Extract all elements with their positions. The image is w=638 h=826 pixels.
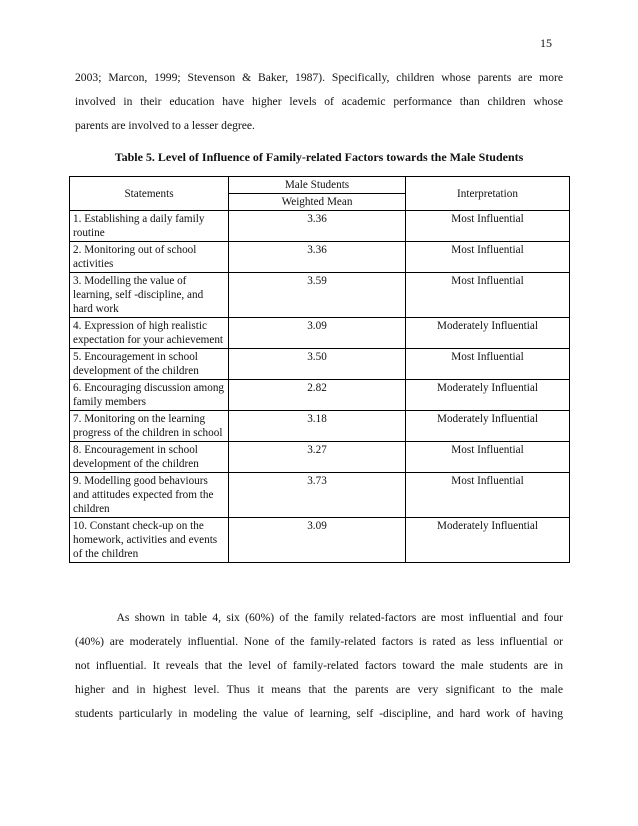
mean-cell: 3.59 bbox=[229, 273, 406, 318]
statement-cell: 4. Expression of high realistic expectation for your achievement bbox=[70, 318, 229, 349]
statement-cell: 5. Encouragement in school development of the children bbox=[70, 349, 229, 380]
conclusion-line: students particularly in modeling the value of learning, self -discipline, and hard work of having bbox=[75, 707, 563, 720]
influence-table bbox=[69, 176, 570, 563]
table-row bbox=[70, 473, 570, 518]
header-interpretation: Interpretation bbox=[406, 177, 570, 211]
intro-line: 2003; Marcon, 1999; Stevenson & Baker, 1987). Specifically, children whose parents are more bbox=[75, 71, 563, 84]
table-row bbox=[70, 318, 570, 349]
intro-paragraph bbox=[75, 66, 563, 138]
header-male-students: Male Students bbox=[229, 177, 406, 194]
table-row bbox=[70, 442, 570, 473]
mean-cell: 2.82 bbox=[229, 380, 406, 411]
interpretation-cell: Moderately Influential bbox=[406, 411, 570, 442]
interpretation-cell: Most Influential bbox=[406, 442, 570, 473]
interpretation-cell: Most Influential bbox=[406, 473, 570, 518]
table-row bbox=[70, 273, 570, 318]
interpretation-cell: Moderately Influential bbox=[406, 518, 570, 563]
statement-cell: 7. Monitoring on the learning progress of the children in school bbox=[70, 411, 229, 442]
statement-cell: 2. Monitoring out of school activities bbox=[70, 242, 229, 273]
mean-cell: 3.36 bbox=[229, 242, 406, 273]
table-row bbox=[70, 518, 570, 563]
conclusion-line: As shown in table 4, six (60%) of the family related-factors are most influential and four bbox=[75, 611, 563, 624]
mean-cell: 3.09 bbox=[229, 318, 406, 349]
conclusion-line: higher and in highest level. Thus it means that the parents are very significant to the male bbox=[75, 683, 563, 696]
intro-line: parents are involved to a lesser degree. bbox=[75, 119, 255, 132]
conclusion-paragraph bbox=[75, 606, 563, 726]
mean-cell: 3.27 bbox=[229, 442, 406, 473]
statement-cell: 3. Modelling the value of learning, self -discipline, and hard work bbox=[70, 273, 229, 318]
mean-cell: 3.36 bbox=[229, 211, 406, 242]
interpretation-cell: Moderately Influential bbox=[406, 318, 570, 349]
mean-cell: 3.18 bbox=[229, 411, 406, 442]
statement-cell: 10. Constant check-up on the homework, activities and events of the children bbox=[70, 518, 229, 563]
interpretation-cell: Moderately Influential bbox=[406, 380, 570, 411]
mean-cell: 3.73 bbox=[229, 473, 406, 518]
header-statements: Statements bbox=[70, 177, 229, 211]
statement-cell: 6. Encouraging discussion among family members bbox=[70, 380, 229, 411]
interpretation-cell: Most Influential bbox=[406, 349, 570, 380]
interpretation-cell: Most Influential bbox=[406, 242, 570, 273]
mean-cell: 3.09 bbox=[229, 518, 406, 563]
table-row bbox=[70, 349, 570, 380]
mean-cell: 3.50 bbox=[229, 349, 406, 380]
interpretation-cell: Most Influential bbox=[406, 211, 570, 242]
table-row bbox=[70, 211, 570, 242]
page-number: 15 bbox=[540, 36, 552, 50]
table-header-row bbox=[70, 177, 570, 194]
table-row bbox=[70, 411, 570, 442]
statement-cell: 9. Modelling good behaviours and attitudes expected from the children bbox=[70, 473, 229, 518]
header-weighted-mean: Weighted Mean bbox=[229, 194, 406, 211]
conclusion-line: (40%) are moderately influential. None of the family-related factors is rated as less influential or bbox=[75, 635, 563, 648]
intro-line: involved in their education have higher levels of academic performance than children whose bbox=[75, 95, 563, 108]
interpretation-cell: Most Influential bbox=[406, 273, 570, 318]
statement-cell: 1. Establishing a daily family routine bbox=[70, 211, 229, 242]
conclusion-line: not influential. It reveals that the level of family-related factors toward the male students are in bbox=[75, 659, 563, 672]
table-row bbox=[70, 242, 570, 273]
table-caption: Table 5. Level of Influence of Family-related Factors towards the Male Students bbox=[114, 150, 524, 164]
table-row bbox=[70, 380, 570, 411]
statement-cell: 8. Encouragement in school development of the children bbox=[70, 442, 229, 473]
